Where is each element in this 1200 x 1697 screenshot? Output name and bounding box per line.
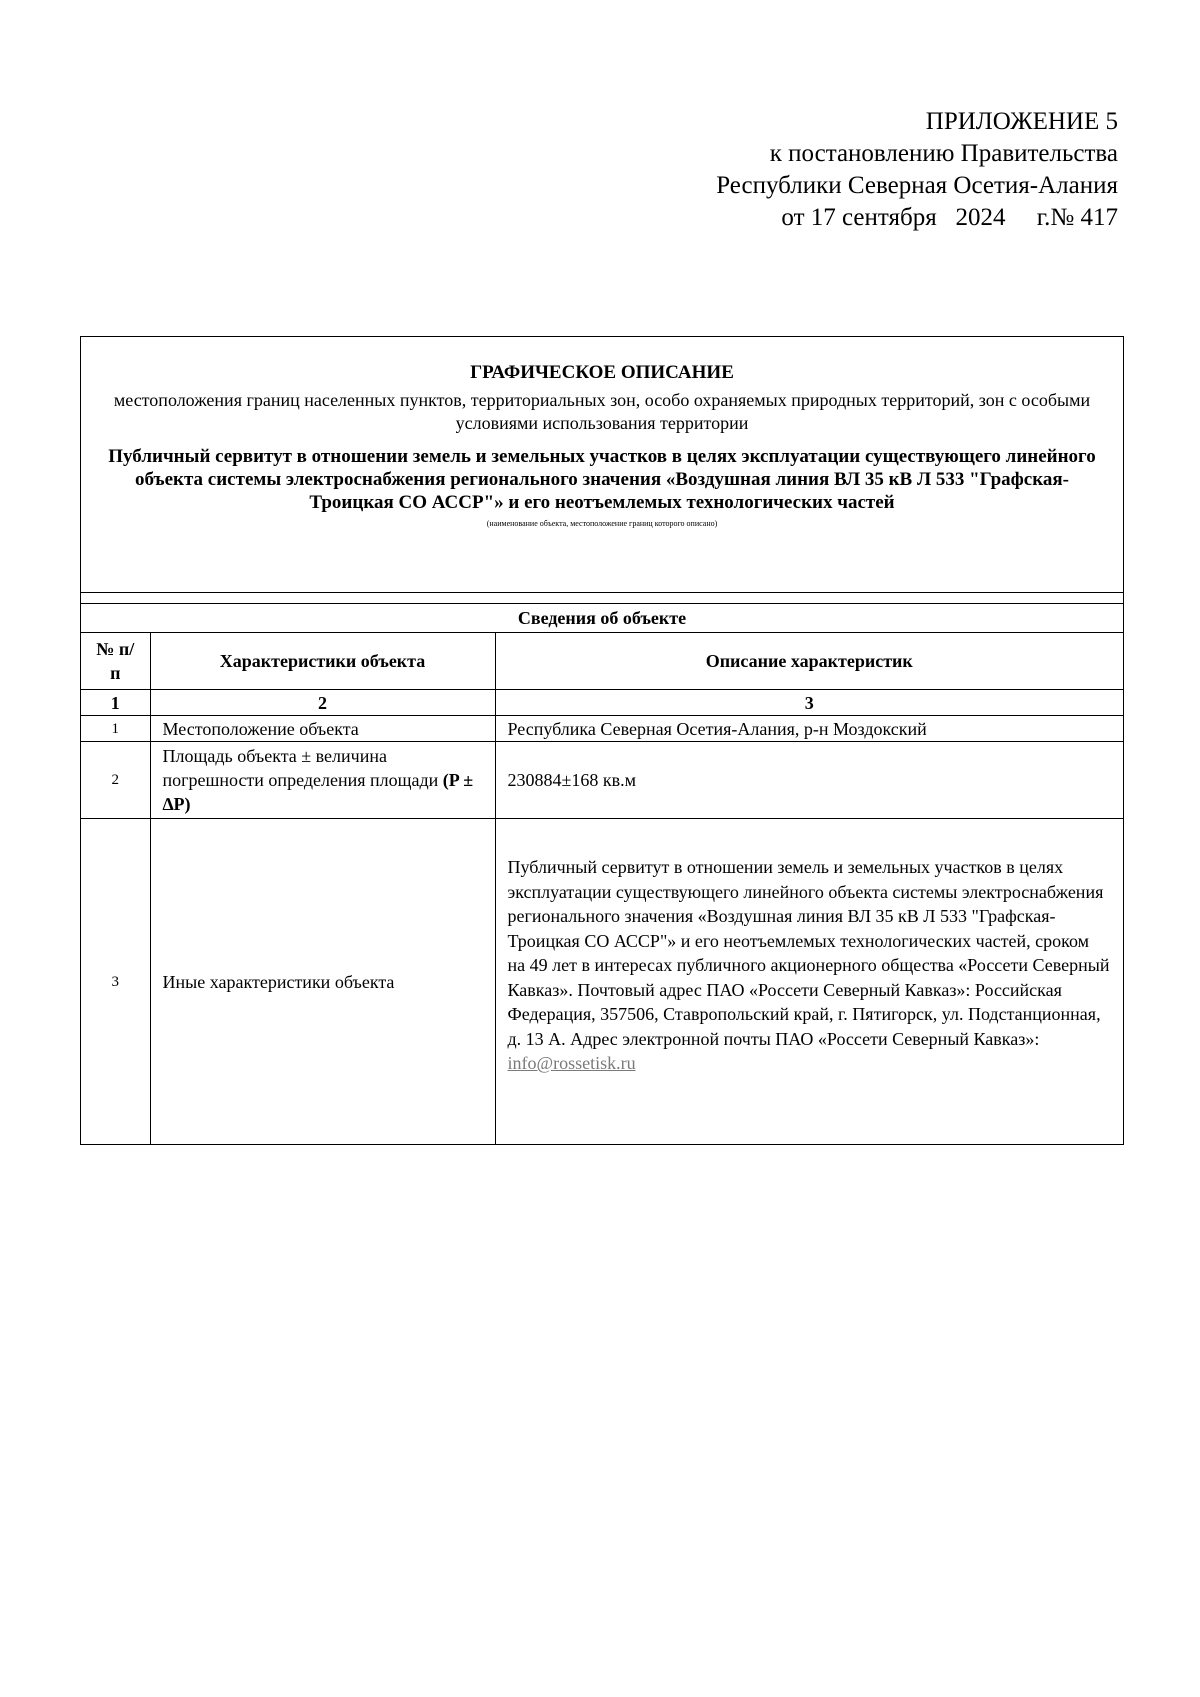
column-number: 3 <box>495 690 1123 716</box>
row-description <box>495 819 1123 1145</box>
row-characteristic-text: Площадь объекта ± величина погрешности определения площади <box>162 746 439 790</box>
column-number: 1 <box>81 690 150 716</box>
object-name-note: (наименование объекта, местоположение границ которого описано) <box>486 519 718 528</box>
document-title: ГРАФИЧЕСКОЕ ОПИСАНИЕ <box>470 362 734 383</box>
row-description: 230884±168 кв.м <box>495 742 1123 819</box>
row-characteristic: Местоположение объекта <box>150 716 495 742</box>
column-header-number: № п/п <box>81 633 150 690</box>
row-number: 3 <box>81 819 150 1145</box>
column-header-description: Описание характеристик <box>495 633 1123 690</box>
appendix-title: ПРИЛОЖЕНИЕ 5 <box>925 108 1118 135</box>
column-number: 2 <box>150 690 495 716</box>
table-row <box>81 716 1123 742</box>
section-title: Сведения об объекте <box>81 604 1123 633</box>
object-name: Публичный сервитут в отношении земель и земельных участков в целях эксплуатации существующего линейного объекта системы электроснабжения регионального значения «Воздушная линия ВЛ 35 кВ Л 533 "Графская-Троицкая СО АССР"» и его неотъемлемых технологических частей <box>108 446 1096 513</box>
row-number: 2 <box>81 742 150 819</box>
header-separator <box>81 593 1123 604</box>
table-row <box>81 742 1123 819</box>
row-description: Республика Северная Осетия-Алания, р-н Моздокский <box>495 716 1123 742</box>
document-subtitle: местоположения границ населенных пунктов, территориальных зон, особо охраняемых природных территорий, зон с особыми условиями использования территории <box>113 390 1091 433</box>
table-header-row <box>81 633 1123 690</box>
table-row <box>81 819 1123 1145</box>
document-frame <box>80 336 1124 1145</box>
document-header <box>81 337 1123 593</box>
row-description-text: Публичный сервитут в отношении земель и земельных участков в целях эксплуатации существующего линейного объекта системы электроснабжения регионального значения «Воздушная линия ВЛ 35 кВ Л 533 "Графская-Троицкая СО АССР"» и его неотъемлемых технологических частей, сроком на 49 лет в интересах публичного акционерного общества «Россети Северный Кавказ». Почтовый адрес ПАО «Россети Северный Кавказ»: Российская Федерация, 357506, Ставропольский край, г. Пятигорск, ул. Подстанционная, д. 13 А. Адрес электронной почты ПАО «Россети Северный Кавказ»: <box>507 857 1110 1049</box>
row-characteristic-formula: (P ± ∆P) <box>162 770 474 814</box>
row-number: 1 <box>81 716 150 742</box>
column-header-characteristics: Характеристики объекта <box>150 633 495 690</box>
appendix-block <box>716 106 1118 234</box>
column-number-row <box>81 690 1123 716</box>
row-characteristic <box>150 742 495 819</box>
row-characteristic: Иные характеристики объекта <box>150 819 495 1145</box>
appendix-line-date: от 17 сентября 2024 г.№ 417 <box>781 204 1118 231</box>
appendix-line-republic: Республики Северная Осетия-Алания <box>716 172 1118 199</box>
appendix-line-resolution: к постановлению Правительства <box>769 140 1118 167</box>
object-info-table <box>81 604 1123 1144</box>
email-link[interactable]: info@rossetisk.ru <box>507 1053 636 1073</box>
